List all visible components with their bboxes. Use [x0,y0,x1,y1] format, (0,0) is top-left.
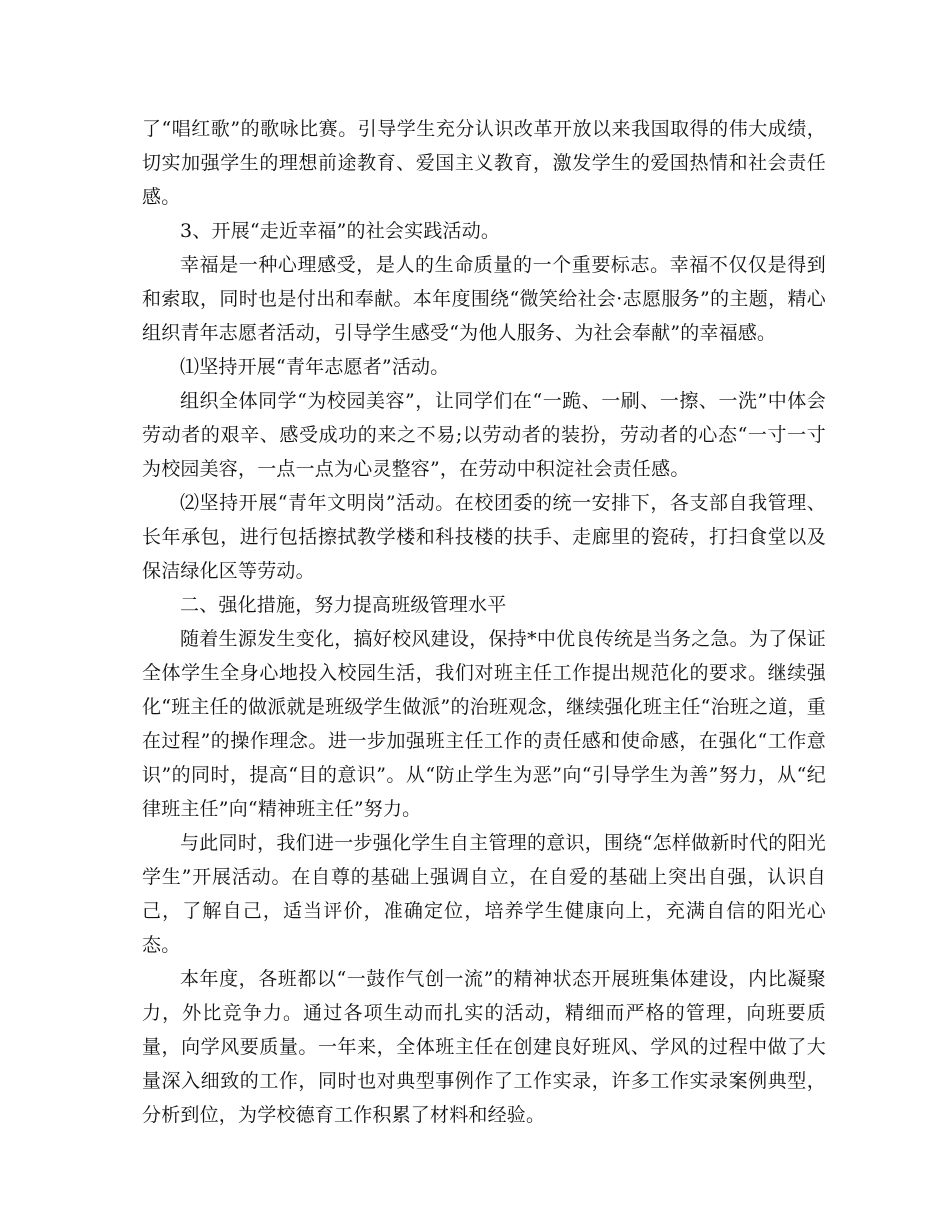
paragraph-self-management: 与此同时，我们进一步强化学生自主管理的意识，围绕“怎样做新时代的阳光学生”开展活动。在自尊的基础上强调自立，在自爱的基础上突出自强，认识自己，了解自己，适当评价，准确定位，培养学生健康向上，充满自信的阳光心态。 [142,832,826,956]
paragraph-continuation: 了“唱红歌”的歌咏比赛。引导学生充分认识改革开放以来我国取得的伟大成绩，切实加强学生的理想前途教育、爱国主义教育，激发学生的爱国热情和社会责任感。 [142,118,826,208]
paragraph-class-teacher: 随着生源发生变化，搞好校风建设，保持*中优良传统是当务之急。为了保证全体学生全身心地投入校园生活，我们对班主任工作提出规范化的要求。继续强化“班主任的做派就是班级学生做派”的治班观念，继续强化班主任“治班之道，重在过程”的操作理念。进一步加强班主任工作的责任感和使命感，在强化“工作意识”的同时，提高“目的意识”。从“防止学生为恶”向“引导学生为善”努力，从“纪律班主任”向“精神班主任”努力。 [142,628,826,820]
paragraph-happiness: 幸福是一种心理感受，是人的生命质量的一个重要标志。幸福不仅仅是得到和索取，同时也是付出和奉献。本年度围绕“微笑给社会·志愿服务”的主题，精心组织青年志愿者活动，引导学生感受“为他人服务、为社会奉献”的幸福感。 [142,254,826,344]
document-body [142,112,826,1132]
paragraph-volunteer-heading: ⑴坚持开展“青年志愿者”活动。 [180,356,450,378]
paragraph-annual-summary: 本年度，各班都以“一鼓作气创一流”的精神状态开展班集体建设，内比凝聚力，外比竞争力。通过各项生动而扎实的活动，精细而严格的管理，向班要质量，向学风要质量。一年来，全体班主任在创建良好班风、学风的过程中做了大量深入细致的工作，同时也对典型事例作了工作实录，许多工作实录案例典型，分析到位，为学校德育工作积累了材料和经验。 [142,968,826,1126]
section-heading-class-management: 二、强化措施，努力提高班级管理水平 [180,594,507,616]
paragraph-civil-post: ⑵坚持开展“青年文明岗”活动。在校团委的统一安排下，各支部自我管理、长年承包，进行包括擦拭教学楼和科技楼的扶手、走廊里的瓷砖，打扫食堂以及保洁绿化区等劳动。 [142,492,826,582]
paragraph-item-3-heading: 3、开展“走近幸福”的社会实践活动。 [180,220,501,242]
paragraph-campus-beautify: 组织全体同学“为校园美容”，让同学们在“一跪、一刷、一擦、一洗”中体会劳动者的艰辛、感受成功的来之不易;以劳动者的装扮，劳动者的心态“一寸一寸为校园美容，一点一点为心灵整容”，在劳动中积淀社会责任感。 [142,390,826,480]
